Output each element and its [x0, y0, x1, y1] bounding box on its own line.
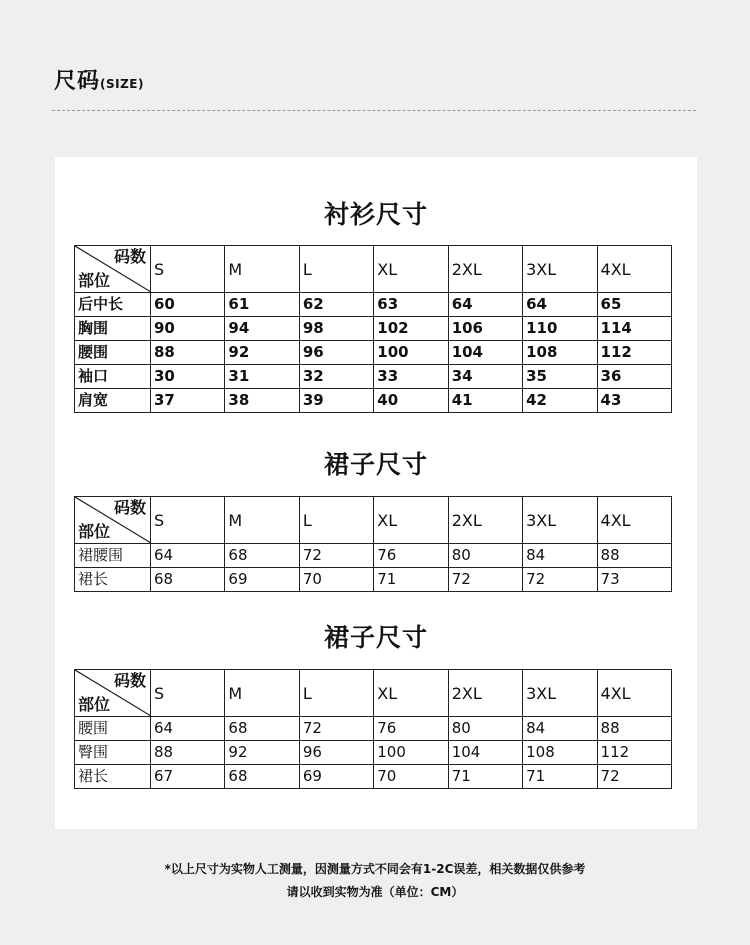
row-label: 胸围: [75, 317, 151, 341]
shirt-size-table: [74, 245, 672, 413]
table-cell: 64: [151, 544, 225, 568]
table-row: [75, 717, 672, 741]
table-cell: 42: [523, 389, 597, 413]
table-cell: 98: [299, 317, 373, 341]
table-cell: 72: [299, 717, 373, 741]
skirt-size-table-1: [74, 496, 672, 592]
table-cell: 72: [448, 568, 522, 592]
table-cell: 88: [597, 544, 671, 568]
row-label: 裙长: [75, 568, 151, 592]
size-header: M: [225, 246, 299, 293]
table-cell: 68: [225, 765, 299, 789]
table-cell: 36: [597, 365, 671, 389]
row-label: 裙腰围: [75, 544, 151, 568]
table-cell: 64: [448, 293, 522, 317]
table-header-row: [75, 497, 672, 544]
table-cell: 76: [374, 544, 448, 568]
table-cell: 61: [225, 293, 299, 317]
size-header: XL: [374, 670, 448, 717]
table-cell: 40: [374, 389, 448, 413]
table-cell: 67: [151, 765, 225, 789]
table-cell: 76: [374, 717, 448, 741]
page-title-text: 尺码: [54, 69, 101, 94]
table-cell: 92: [225, 341, 299, 365]
skirt-size-table-2: [74, 669, 672, 789]
row-label: 裙长: [75, 765, 151, 789]
table-cell: 73: [597, 568, 671, 592]
table-cell: 104: [448, 741, 522, 765]
table-cell: 69: [225, 568, 299, 592]
table-cell: 112: [597, 341, 671, 365]
size-header: XL: [374, 497, 448, 544]
table-cell: 100: [374, 741, 448, 765]
size-header: S: [151, 670, 225, 717]
table-cell: 35: [523, 365, 597, 389]
table-cell: 34: [448, 365, 522, 389]
corner-label-part: 部位: [78, 695, 111, 714]
size-header: 3XL: [523, 246, 597, 293]
table-header-row: [75, 670, 672, 717]
row-label: 腰围: [75, 717, 151, 741]
corner-cell: [75, 670, 151, 717]
page-title: [54, 64, 144, 95]
table-cell: 84: [523, 544, 597, 568]
size-header: L: [299, 670, 373, 717]
table-row: [75, 741, 672, 765]
row-label: 袖口: [75, 365, 151, 389]
table-cell: 43: [597, 389, 671, 413]
table-cell: 62: [299, 293, 373, 317]
table-cell: 32: [299, 365, 373, 389]
size-header: 2XL: [448, 497, 522, 544]
table-cell: 64: [523, 293, 597, 317]
size-header: 3XL: [523, 670, 597, 717]
table-row: [75, 317, 672, 341]
table-cell: 41: [448, 389, 522, 413]
size-header: M: [225, 497, 299, 544]
footer-note-line-2: 请以收到实物为准（单位：CM）: [286, 885, 464, 899]
table-cell: 92: [225, 741, 299, 765]
section-title-skirt-2: 裙子尺寸: [323, 623, 428, 652]
table-header-row: [75, 246, 672, 293]
table-cell: 108: [523, 741, 597, 765]
size-header: 4XL: [597, 670, 671, 717]
size-header: 3XL: [523, 497, 597, 544]
corner-label-size: 码数: [113, 498, 146, 517]
size-chart-card: [55, 157, 697, 829]
size-header: S: [151, 497, 225, 544]
table-cell: 68: [225, 717, 299, 741]
corner-cell: [75, 246, 151, 293]
table-cell: 72: [523, 568, 597, 592]
row-label: 肩宽: [75, 389, 151, 413]
table-cell: 84: [523, 717, 597, 741]
corner-label-part: 部位: [78, 271, 111, 290]
size-header: L: [299, 497, 373, 544]
row-label: 后中长: [75, 293, 151, 317]
table-cell: 96: [299, 341, 373, 365]
size-header: S: [151, 246, 225, 293]
dashed-divider: [52, 110, 696, 111]
row-label: 臀围: [75, 741, 151, 765]
corner-label-size: 码数: [113, 671, 146, 690]
size-header: 2XL: [448, 246, 522, 293]
table-cell: 88: [151, 341, 225, 365]
table-cell: 69: [299, 765, 373, 789]
table-cell: 72: [299, 544, 373, 568]
corner-cell: [75, 497, 151, 544]
table-row: [75, 341, 672, 365]
table-cell: 64: [151, 717, 225, 741]
corner-label-part: 部位: [78, 522, 111, 541]
size-header: 2XL: [448, 670, 522, 717]
table-cell: 88: [151, 741, 225, 765]
table-cell: 70: [374, 765, 448, 789]
table-cell: 104: [448, 341, 522, 365]
table-cell: 106: [448, 317, 522, 341]
footer-note-line-1: *以上尺寸为实物人工测量，因测量方式不同会有1-2C误差，相关数据仅供参考: [164, 862, 586, 876]
table-cell: 33: [374, 365, 448, 389]
table-cell: 70: [299, 568, 373, 592]
table-cell: 100: [374, 341, 448, 365]
table-cell: 102: [374, 317, 448, 341]
table-cell: 38: [225, 389, 299, 413]
table-cell: 88: [597, 717, 671, 741]
corner-label-size: 码数: [113, 247, 146, 266]
table-row: [75, 568, 672, 592]
table-cell: 80: [448, 544, 522, 568]
size-header: L: [299, 246, 373, 293]
table-cell: 80: [448, 717, 522, 741]
table-cell: 68: [225, 544, 299, 568]
table-row: [75, 389, 672, 413]
section-title-skirt-1: 裙子尺寸: [323, 450, 428, 479]
table-cell: 110: [523, 317, 597, 341]
table-cell: 71: [448, 765, 522, 789]
table-cell: 94: [225, 317, 299, 341]
size-header: M: [225, 670, 299, 717]
table-cell: 68: [151, 568, 225, 592]
table-cell: 60: [151, 293, 225, 317]
table-cell: 72: [597, 765, 671, 789]
table-cell: 37: [151, 389, 225, 413]
row-label: 腰围: [75, 341, 151, 365]
table-cell: 114: [597, 317, 671, 341]
table-cell: 65: [597, 293, 671, 317]
table-cell: 31: [225, 365, 299, 389]
table-cell: 63: [374, 293, 448, 317]
table-cell: 30: [151, 365, 225, 389]
table-cell: 39: [299, 389, 373, 413]
table-row: [75, 293, 672, 317]
table-row: [75, 544, 672, 568]
table-cell: 96: [299, 741, 373, 765]
size-header: XL: [374, 246, 448, 293]
table-cell: 90: [151, 317, 225, 341]
table-cell: 108: [523, 341, 597, 365]
table-cell: 112: [597, 741, 671, 765]
page-subtitle: (SIZE): [100, 77, 144, 91]
section-title-shirt: 衬衫尺寸: [323, 200, 428, 229]
size-header: 4XL: [597, 246, 671, 293]
size-header: 4XL: [597, 497, 671, 544]
table-cell: 71: [523, 765, 597, 789]
table-row: [75, 765, 672, 789]
table-row: [75, 365, 672, 389]
table-cell: 71: [374, 568, 448, 592]
